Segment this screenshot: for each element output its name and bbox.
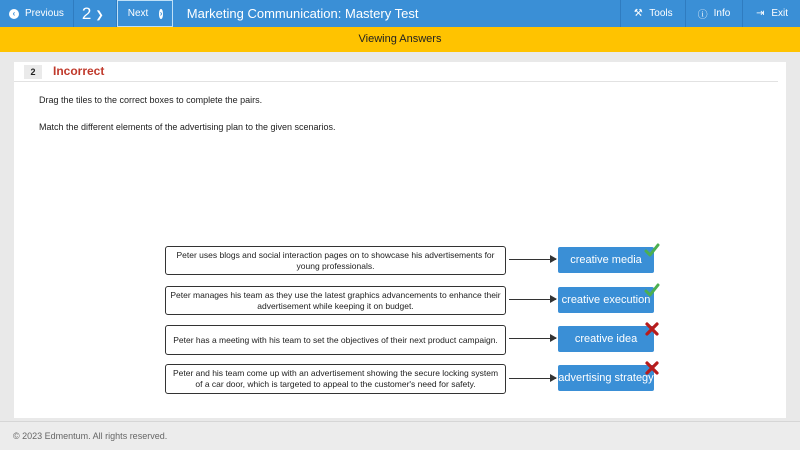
chevron-down-icon: ❯: [95, 9, 104, 21]
scenario-box: Peter manages his team as they use the latest graphics advancements to enhance their advertisement while keeping it on budget.: [165, 286, 506, 315]
copyright-text: © 2023 Edmentum. All rights reserved.: [13, 431, 168, 441]
arrow-icon: [509, 378, 556, 379]
question-selector[interactable]: [74, 0, 117, 27]
next-label: Next: [127, 8, 149, 19]
answer-tile[interactable]: advertising strategy: [558, 365, 654, 391]
checkmark-icon: [644, 282, 660, 298]
question-number: 2: [81, 3, 92, 23]
wrench-icon: ⚒: [633, 8, 643, 19]
scenario-box: Peter has a meeting with his team to set the objectives of their next product campaign.: [165, 325, 506, 355]
result-label: Incorrect: [53, 64, 105, 78]
x-mark-icon: [644, 321, 660, 337]
tools-button[interactable]: [620, 0, 684, 27]
checkmark-icon: [644, 242, 660, 258]
answer-tile[interactable]: creative idea: [558, 326, 654, 352]
question-card: [14, 62, 786, 418]
scenario-box: Peter uses blogs and social interaction pages on to showcase his advertisements for young professionals.: [165, 246, 506, 275]
prompt-text: Match the different elements of the advertising plan to the given scenarios.: [39, 122, 336, 132]
question-status-row: [14, 62, 778, 82]
previous-button[interactable]: [0, 0, 74, 27]
arrow-icon: [509, 259, 556, 260]
top-toolbar: [0, 0, 800, 27]
arrow-right-circle-icon: ›: [159, 8, 163, 18]
test-title: Marketing Communication: Mastery Test: [186, 6, 419, 21]
info-button[interactable]: [685, 0, 743, 27]
exit-icon: ⇥: [756, 8, 765, 19]
x-mark-icon: [644, 360, 660, 376]
answer-tile[interactable]: creative execution: [558, 287, 654, 313]
instruction-text: Drag the tiles to the correct boxes to complete the pairs.: [39, 95, 263, 105]
info-label: Info: [713, 8, 731, 19]
next-button[interactable]: [117, 0, 173, 27]
tools-label: Tools: [649, 8, 673, 19]
arrow-left-circle-icon: ‹: [9, 9, 19, 19]
arrow-icon: [509, 338, 556, 339]
exit-button[interactable]: [742, 0, 800, 27]
footer: [0, 421, 800, 450]
previous-label: Previous: [25, 8, 64, 19]
exit-label: Exit: [771, 8, 788, 19]
answer-tile[interactable]: creative media: [558, 247, 654, 273]
arrow-icon: [509, 299, 556, 300]
question-number-badge: 2: [24, 65, 42, 79]
viewing-answers-banner: Viewing Answers: [0, 27, 800, 52]
info-icon: ⓘ: [697, 10, 708, 21]
scenario-box: Peter and his team come up with an advertisement showing the secure locking system of a car door, which is targeted to appeal to the customer's need for safety.: [165, 364, 506, 394]
